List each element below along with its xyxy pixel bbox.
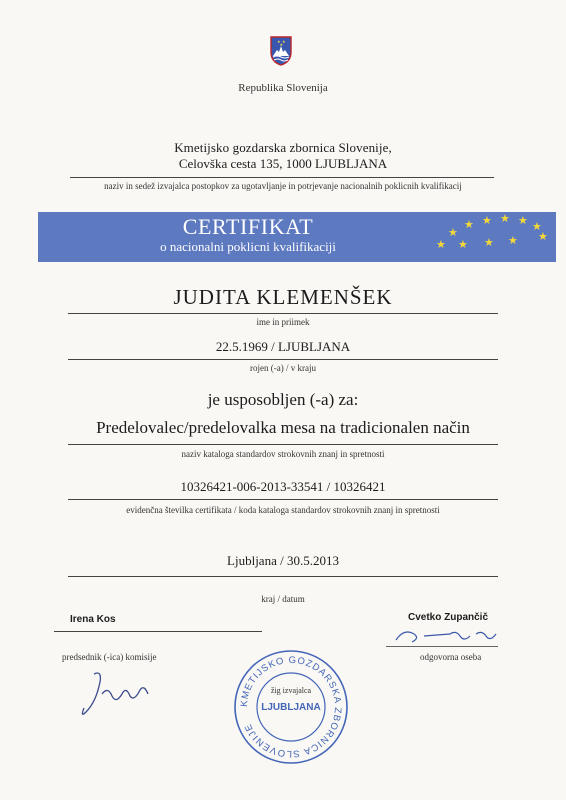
svg-text:★: ★ xyxy=(532,220,542,233)
responsible-signature-line xyxy=(386,646,498,647)
qualification-intro: je usposobljen (-a) za: xyxy=(207,390,359,409)
organisation-underline xyxy=(70,177,494,178)
place-date-underline xyxy=(68,576,498,577)
commission-chair-signature xyxy=(72,666,162,722)
svg-text:★: ★ xyxy=(458,238,468,251)
svg-text:★: ★ xyxy=(518,214,528,227)
svg-text:★: ★ xyxy=(484,236,494,249)
slovenia-coat-of-arms-icon xyxy=(270,36,292,66)
stamp-center-text: LJUBLJANA xyxy=(261,702,321,713)
certificate-subtitle: o nacionalni poklicni kvalifikaciji xyxy=(160,239,336,254)
birth-caption: rojen (-a) / v kraju xyxy=(250,363,316,373)
svg-text:★: ★ xyxy=(448,226,458,239)
certificate-banner xyxy=(38,212,556,262)
chair-signature-line xyxy=(54,631,262,632)
svg-text:★: ★ xyxy=(500,212,510,225)
organisation-stamp xyxy=(232,648,350,766)
qualification-caption: naziv kataloga standardov strokovnih znanj in spretnosti xyxy=(181,449,385,459)
holder-name-underline xyxy=(68,313,498,314)
code-caption: evidenčna številka certifikata / koda kataloga standardov strokovnih znanj in spretnosti xyxy=(126,505,440,515)
svg-text:★: ★ xyxy=(277,39,281,44)
code-underline xyxy=(68,499,498,500)
certificate-title: CERTIFIKAT xyxy=(182,214,314,239)
svg-text:★: ★ xyxy=(538,230,548,243)
responsible-person-signature xyxy=(390,620,510,648)
certificate-code: 10326421-006-2013-33541 / 10326421 xyxy=(180,479,386,494)
svg-text:★: ★ xyxy=(282,39,286,44)
stamp-caption: žig izvajalca xyxy=(270,686,312,695)
organisation-caption: naziv in sedež izvajalca postopkov za ugotavljanje in potrjevanje nacionalnih poklicnih kvalifikacij xyxy=(104,181,462,191)
stamp-ring-text: KMETIJSKO GOZDARSKA ZBORNICA SLOVENIJE xyxy=(238,654,344,760)
commission-chair-role: predsednik (-ica) komisije xyxy=(62,652,157,662)
svg-text:★: ★ xyxy=(464,218,474,231)
svg-text:★: ★ xyxy=(508,234,518,247)
birth-underline xyxy=(68,359,498,360)
svg-text:★: ★ xyxy=(482,214,492,227)
organisation-name: Kmetijsko gozdarska zbornica Slovenije, xyxy=(174,140,392,155)
svg-text:★: ★ xyxy=(279,42,284,47)
holder-name: JUDITA KLEMENŠEK xyxy=(173,285,393,309)
qualification-title: Predelovalec/predelovalka mesa na tradicionalen način xyxy=(96,418,470,437)
svg-text:★: ★ xyxy=(436,238,446,251)
holder-birth: 22.5.1969 / LJUBLJANA xyxy=(215,339,351,354)
responsible-person-name: Cvetko Zupančič xyxy=(408,612,489,623)
commission-chair-name: Irena Kos xyxy=(70,614,116,625)
eu-stars-icon xyxy=(38,212,556,262)
republic-label: Republika Slovenija xyxy=(238,82,328,94)
qualification-underline xyxy=(68,444,498,445)
responsible-person-role: odgovorna oseba xyxy=(420,652,482,662)
organisation-address: Celovška cesta 135, 1000 LJUBLJANA xyxy=(178,156,388,171)
place-date-caption: kraj / datum xyxy=(261,594,305,604)
issue-place-date: Ljubljana / 30.5.2013 xyxy=(227,553,339,568)
holder-name-caption: ime in priimek xyxy=(256,317,310,327)
